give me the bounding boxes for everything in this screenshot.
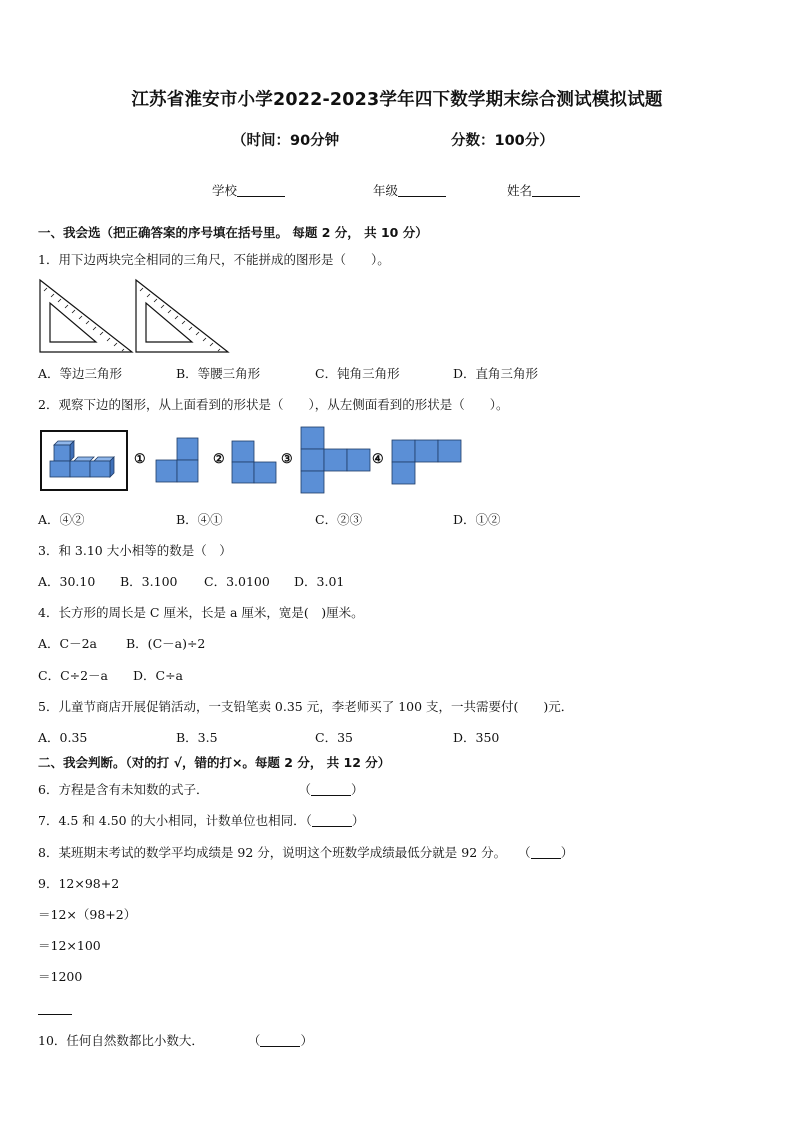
question-10-text: 10．任何自然数都比小数大． <box>38 1033 204 1048</box>
q10-answer-blank[interactable] <box>260 1034 300 1047</box>
question-2: 2．观察下边的图形，从上面看到的形状是（ ），从左侧面看到的形状是（ ）。 <box>38 397 509 412</box>
label-3: ③ <box>281 452 293 467</box>
q2-option-b[interactable]: B．④① <box>176 512 223 527</box>
question-6 <box>38 780 364 798</box>
name-input-line[interactable] <box>532 182 580 197</box>
question-4: 4．长方形的周长是 C 厘米，长是 a 厘米，宽是( )厘米。 <box>38 605 364 620</box>
grade-field <box>373 181 446 199</box>
q9-answer-blank[interactable] <box>38 1014 72 1015</box>
question-1: 1．用下边两块完全相同的三角尺，不能拼成的图形是（ ）。 <box>38 252 390 267</box>
q5-option-b[interactable]: B．3.5 <box>176 730 218 745</box>
q6-close: ） <box>350 782 364 797</box>
q6-answer-blank[interactable] <box>311 783 351 796</box>
view-3-figure <box>300 426 371 494</box>
view-4-figure <box>391 439 462 486</box>
q5-option-a[interactable]: A．0.35 <box>38 730 88 745</box>
question-9-line-3: ＝12×100 <box>38 938 101 953</box>
exam-time: （时间：90分钟 <box>232 133 340 149</box>
question-7 <box>38 811 364 829</box>
section-1-heading: 一、我会选（把正确答案的序号填在括号里。 每题 2 分， 共 10 分） <box>38 225 428 240</box>
q1-option-c[interactable]: C．钝角三角形 <box>315 366 400 381</box>
q4-option-b[interactable]: B．(C－a)÷2 <box>126 636 206 651</box>
q6-open: （ <box>298 782 311 797</box>
question-10 <box>38 1031 313 1049</box>
question-9-line-4: ＝1200 <box>38 969 83 984</box>
exam-score: 分数：100分） <box>451 133 554 149</box>
q7-close: ） <box>351 813 365 828</box>
name-field <box>507 181 580 199</box>
q7-answer-blank[interactable] <box>312 814 352 827</box>
grade-input-line[interactable] <box>398 182 446 197</box>
question-8-text: 8．某班期末考试的数学平均成绩是 92 分，说明这个班数学成绩最低分就是 92 分。 <box>38 845 507 860</box>
q2-option-c[interactable]: C．②③ <box>315 512 363 527</box>
question-3: 3．和 3.10 大小相等的数是（ ） <box>38 543 232 558</box>
q1-option-a[interactable]: A．等边三角形 <box>38 366 123 381</box>
q8-open: （ <box>518 845 531 860</box>
q10-open: （ <box>247 1033 261 1048</box>
q1-option-d[interactable]: D．直角三角形 <box>453 366 539 381</box>
q3-option-d[interactable]: D．3.01 <box>294 574 345 589</box>
question-7-text: 7．4.5 和 4.50 的大小相同，计数单位也相同． <box>38 813 306 828</box>
question-8 <box>38 843 573 861</box>
section-2-heading: 二、我会判断。（对的打 √，错的打×。每题 2 分， 共 12 分） <box>38 755 391 770</box>
q3-option-a[interactable]: A．30.10 <box>38 574 96 589</box>
name-label: 姓名 <box>507 183 533 198</box>
grade-label: 年级 <box>373 183 399 198</box>
set-square-icon <box>38 278 134 354</box>
school-input-line[interactable] <box>237 182 285 197</box>
q2-option-a[interactable]: A．④② <box>38 512 85 527</box>
school-label: 学校 <box>212 183 238 198</box>
label-4: ④ <box>372 452 384 467</box>
question-9-line-1: 9．12×98+2 <box>38 876 120 891</box>
q2-option-d[interactable]: D．①② <box>453 512 501 527</box>
q4-option-a[interactable]: A．C－2a <box>38 636 97 651</box>
view-2-figure <box>231 440 277 485</box>
q5-option-c[interactable]: C．35 <box>315 730 353 745</box>
question-9-line-2: ＝12×（98+2） <box>38 907 137 922</box>
set-square-icon <box>134 278 230 354</box>
q5-option-d[interactable]: D．350 <box>453 730 500 745</box>
q3-option-b[interactable]: B．3.100 <box>120 574 178 589</box>
label-2: ② <box>213 452 225 467</box>
cube-solid-figure <box>40 430 128 491</box>
q8-close: ） <box>560 845 574 860</box>
q4-option-c[interactable]: C．C÷2－a <box>38 668 109 683</box>
q8-answer-blank[interactable] <box>531 846 561 859</box>
q7-open: （ <box>305 813 312 828</box>
q4-option-d[interactable]: D．C÷a <box>133 668 184 683</box>
question-6-text: 6．方程是含有未知数的式子． <box>38 782 209 797</box>
q10-close: ） <box>300 1033 313 1048</box>
q1-option-b[interactable]: B．等腰三角形 <box>176 366 261 381</box>
page-title: 江苏省淮安市小学2022-2023学年四下数学期末综合测试模拟试题 <box>131 90 663 110</box>
label-1: ① <box>134 452 146 467</box>
view-1-figure <box>155 437 199 483</box>
q3-option-c[interactable]: C．3.0100 <box>204 574 270 589</box>
school-field <box>212 181 285 199</box>
question-5: 5．儿童节商店开展促销活动，一支铅笔卖 0.35 元，李老师买了 100 支，一共需要付( )元． <box>38 699 574 714</box>
